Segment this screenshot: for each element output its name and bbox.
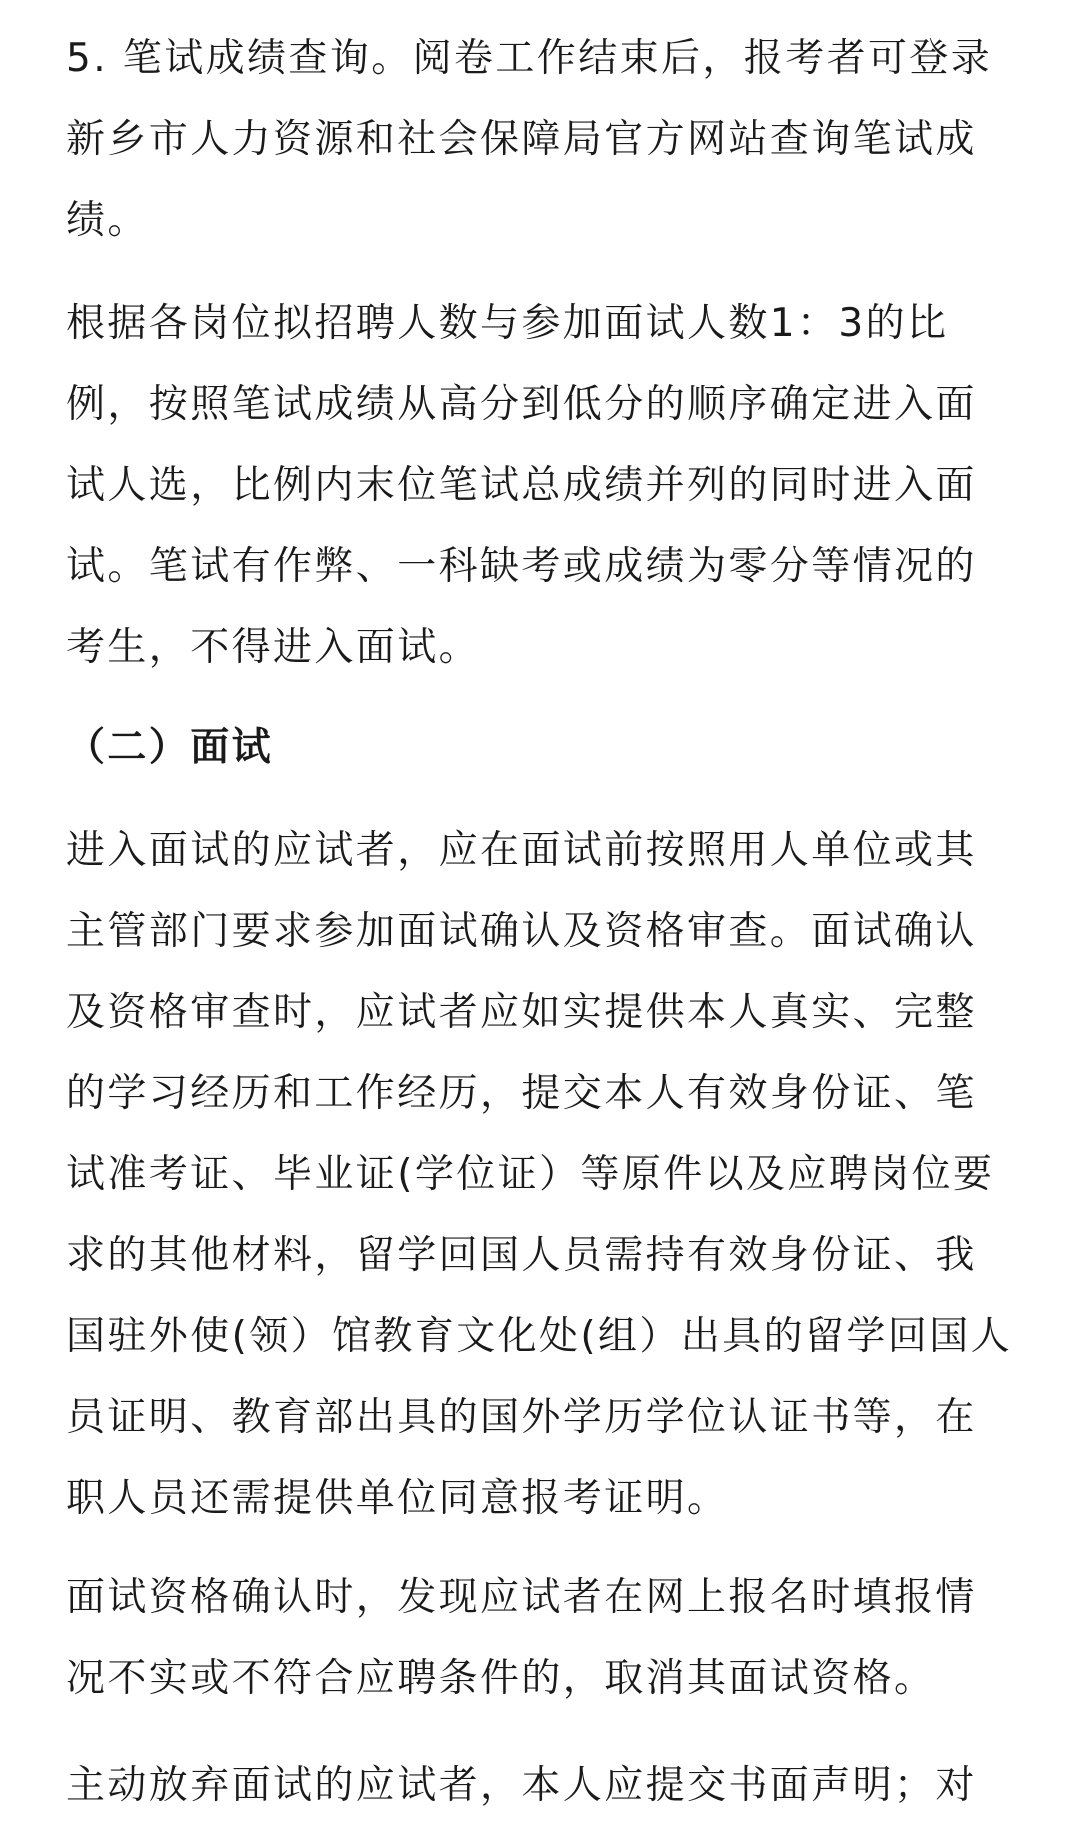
paragraph-score-query: 5. 笔试成绩查询。阅卷工作结束后，报考者可登录新乡市人力资源和社会保障局官方网站查询笔试成绩。 bbox=[66, 36, 993, 243]
paragraph-withdrawal: 主动放弃面试的应试者，本人应提交书面声明；对 bbox=[66, 1763, 977, 1808]
paragraph-interview-selection: 根据各岗位拟招聘人数与参加面试人数1：3的比例，按照笔试成绩从高分到低分的顺序确定进入面试人选，比例内末位笔试总成绩并列的同时进入面试。笔试有作弊、一科缺考或成绩为零分等情况的考生，不得进入面试。 bbox=[66, 301, 977, 670]
paragraph-qualification-review: 进入面试的应试者，应在面试前按照用人单位或其主管部门要求参加面试确认及资格审查。面试确认及资格审查时，应试者应如实提供本人真实、完整的学习经历和工作经历，提交本人有效身份证、笔试准考证、毕业证(学位证）等原件以及应聘岗位要求的其他材料，留学回国人员需持有效身份证、我国驻外使(领）馆教育文化处(组）出具的留学回国人员证明、教育部出具的国外学历学位认证书等，在职人员还需提供单位同意报考证明。 bbox=[66, 828, 1013, 1521]
paragraph-disqualification: 面试资格确认时，发现应试者在网上报名时填报情况不实或不符合应聘条件的，取消其面试资格。 bbox=[66, 1575, 977, 1701]
section-heading-interview: （二）面试 bbox=[66, 725, 274, 770]
